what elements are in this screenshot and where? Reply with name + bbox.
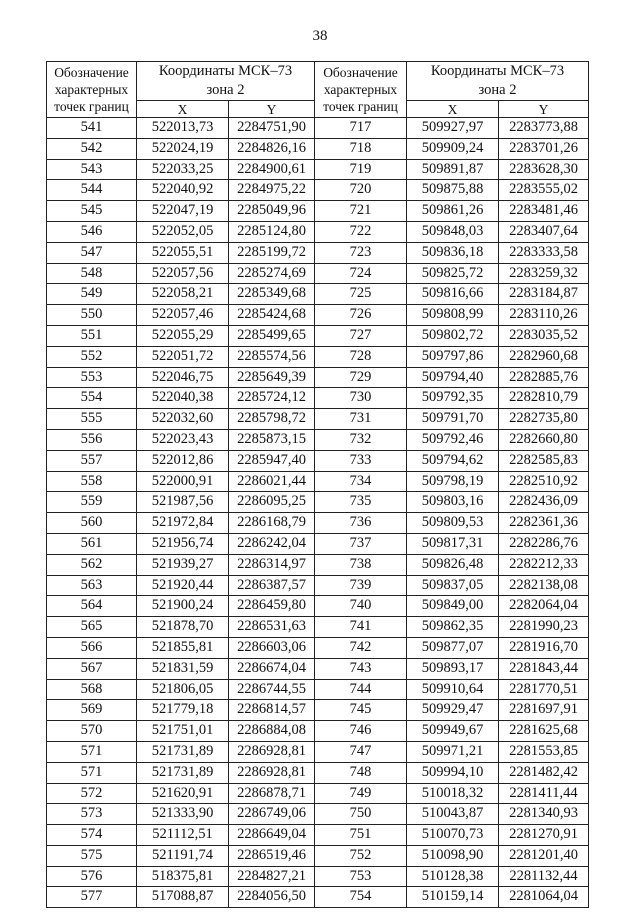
y-value-left: 2284975,22: [229, 180, 315, 201]
x-value-right: 509826,48: [407, 554, 499, 575]
y-value-left: 2285798,72: [229, 409, 315, 430]
y-value-left: 2285649,39: [229, 367, 315, 388]
y-value-right: 2281553,85: [499, 741, 589, 762]
coords-header-line1: Координаты МСК–73: [158, 63, 293, 79]
point-id-right: 743: [315, 658, 407, 679]
y-value-right: 2282735,80: [499, 409, 589, 430]
point-id-right: 752: [315, 845, 407, 866]
y-value-right: 2281411,44: [499, 783, 589, 804]
table-row: [47, 783, 589, 804]
y-value-left: 2286095,25: [229, 492, 315, 513]
table-row: [47, 242, 589, 263]
point-id-left: 563: [47, 575, 137, 596]
y-value-right: 2281625,68: [499, 721, 589, 742]
x-value-right: 509861,26: [407, 201, 499, 222]
table-row: [47, 305, 589, 326]
x-value-left: 522033,25: [137, 159, 229, 180]
y-value-right: 2282138,08: [499, 575, 589, 596]
point-id-right: 737: [315, 533, 407, 554]
point-id-right: 749: [315, 783, 407, 804]
x-header-right: X: [407, 101, 499, 118]
x-value-left: 522058,21: [137, 284, 229, 305]
point-id-left: 558: [47, 471, 137, 492]
table-row: [47, 575, 589, 596]
x-value-right: 509802,72: [407, 325, 499, 346]
x-value-right: 509910,64: [407, 679, 499, 700]
table-row: [47, 596, 589, 617]
point-id-left: 575: [47, 845, 137, 866]
point-id-right: 751: [315, 825, 407, 846]
x-value-right: 510018,32: [407, 783, 499, 804]
point-id-right: 722: [315, 221, 407, 242]
point-id-right: 736: [315, 513, 407, 534]
y-value-right: 2283701,26: [499, 138, 589, 159]
x-value-right: 509817,31: [407, 533, 499, 554]
header-label-line1: Обозначение: [54, 65, 129, 80]
point-id-right: 729: [315, 367, 407, 388]
y-value-right: 2283555,02: [499, 180, 589, 201]
x-value-right: 509949,67: [407, 721, 499, 742]
x-value-left: 522055,29: [137, 325, 229, 346]
point-id-right: 720: [315, 180, 407, 201]
table-row: [47, 762, 589, 783]
point-id-right: 750: [315, 804, 407, 825]
point-id-left: 552: [47, 346, 137, 367]
table-row: [47, 887, 589, 908]
point-id-left: 550: [47, 305, 137, 326]
x-value-left: 522055,51: [137, 242, 229, 263]
x-value-right: 509816,66: [407, 284, 499, 305]
x-value-right: 509803,16: [407, 492, 499, 513]
y-value-left: 2285499,65: [229, 325, 315, 346]
x-value-left: 522024,19: [137, 138, 229, 159]
table-row: [47, 866, 589, 887]
point-id-left: 556: [47, 429, 137, 450]
y-value-left: 2286884,08: [229, 721, 315, 742]
x-value-right: 509808,99: [407, 305, 499, 326]
x-value-left: 522047,19: [137, 201, 229, 222]
y-value-right: 2281843,44: [499, 658, 589, 679]
table-row: [47, 367, 589, 388]
point-id-left: 571: [47, 762, 137, 783]
y-value-left: 2286674,04: [229, 658, 315, 679]
x-value-right: 509849,00: [407, 596, 499, 617]
y-value-left: 2284900,61: [229, 159, 315, 180]
point-id-right: 745: [315, 700, 407, 721]
x-value-left: 521731,89: [137, 762, 229, 783]
y-value-left: 2285274,69: [229, 263, 315, 284]
y-value-left: 2285574,56: [229, 346, 315, 367]
table-header: [47, 62, 589, 118]
y-value-right: 2281697,91: [499, 700, 589, 721]
x-value-right: 509877,07: [407, 637, 499, 658]
x-value-right: 509927,97: [407, 118, 499, 139]
x-value-left: 522023,43: [137, 429, 229, 450]
table-row: [47, 284, 589, 305]
y-value-left: 2286649,04: [229, 825, 315, 846]
coords-header-line2: зона 2: [478, 82, 517, 98]
point-id-left: 567: [47, 658, 137, 679]
table-row: [47, 804, 589, 825]
table-row: [47, 159, 589, 180]
point-id-left: 546: [47, 221, 137, 242]
point-id-right: 721: [315, 201, 407, 222]
point-id-right: 732: [315, 429, 407, 450]
point-id-right: 717: [315, 118, 407, 139]
table-row: [47, 513, 589, 534]
x-value-right: 509809,53: [407, 513, 499, 534]
x-value-left: 521620,91: [137, 783, 229, 804]
point-id-right: 753: [315, 866, 407, 887]
y-value-left: 2285424,68: [229, 305, 315, 326]
y-value-left: 2286928,81: [229, 741, 315, 762]
y-value-right: 2282064,04: [499, 596, 589, 617]
y-value-right: 2283628,30: [499, 159, 589, 180]
point-id-right: 744: [315, 679, 407, 700]
y-value-left: 2286459,80: [229, 596, 315, 617]
y-value-right: 2281270,91: [499, 825, 589, 846]
table-row: [47, 700, 589, 721]
point-id-right: 734: [315, 471, 407, 492]
point-id-left: 572: [47, 783, 137, 804]
point-id-left: 542: [47, 138, 137, 159]
point-id-right: 726: [315, 305, 407, 326]
point-id-left: 554: [47, 388, 137, 409]
x-value-left: 521878,70: [137, 617, 229, 638]
point-id-left: 545: [47, 201, 137, 222]
y-value-left: 2286387,57: [229, 575, 315, 596]
x-value-left: 522012,86: [137, 450, 229, 471]
table-body: [47, 118, 589, 908]
x-value-left: 521972,84: [137, 513, 229, 534]
x-value-left: 521987,56: [137, 492, 229, 513]
point-id-left: 561: [47, 533, 137, 554]
point-label-header-left: [47, 62, 137, 118]
x-value-right: 509891,87: [407, 159, 499, 180]
point-id-right: 727: [315, 325, 407, 346]
y-value-left: 2285349,68: [229, 284, 315, 305]
x-value-right: 509994,10: [407, 762, 499, 783]
point-id-left: 573: [47, 804, 137, 825]
x-header-left: X: [137, 101, 229, 118]
y-value-right: 2281916,70: [499, 637, 589, 658]
y-value-left: 2284751,90: [229, 118, 315, 139]
table-row: [47, 554, 589, 575]
point-id-right: 740: [315, 596, 407, 617]
y-value-left: 2285947,40: [229, 450, 315, 471]
point-label-header-right: [315, 62, 407, 118]
point-id-left: 562: [47, 554, 137, 575]
x-value-right: 509837,05: [407, 575, 499, 596]
coords-header-right: [407, 62, 589, 101]
y-value-right: 2281201,40: [499, 845, 589, 866]
x-value-left: 521939,27: [137, 554, 229, 575]
x-value-left: 522040,38: [137, 388, 229, 409]
x-value-left: 517088,87: [137, 887, 229, 908]
x-value-left: 522046,75: [137, 367, 229, 388]
y-value-left: 2284827,21: [229, 866, 315, 887]
y-value-right: 2283481,46: [499, 201, 589, 222]
table-row: [47, 450, 589, 471]
point-id-left: 577: [47, 887, 137, 908]
point-id-left: 570: [47, 721, 137, 742]
header-label-line3: точек границ: [323, 99, 398, 114]
x-value-right: 509794,40: [407, 367, 499, 388]
x-value-left: 521831,59: [137, 658, 229, 679]
y-value-right: 2283773,88: [499, 118, 589, 139]
x-value-left: 522057,46: [137, 305, 229, 326]
point-id-left: 549: [47, 284, 137, 305]
point-id-right: 728: [315, 346, 407, 367]
y-value-left: 2285049,96: [229, 201, 315, 222]
point-id-left: 548: [47, 263, 137, 284]
point-id-right: 735: [315, 492, 407, 513]
point-id-left: 541: [47, 118, 137, 139]
y-value-left: 2286242,04: [229, 533, 315, 554]
point-id-left: 544: [47, 180, 137, 201]
coords-header-line1: Координаты МСК–73: [430, 63, 565, 79]
x-value-right: 509798,19: [407, 471, 499, 492]
x-value-left: 522040,92: [137, 180, 229, 201]
x-value-left: 521779,18: [137, 700, 229, 721]
point-id-left: 565: [47, 617, 137, 638]
x-value-right: 509792,46: [407, 429, 499, 450]
table-row: [47, 845, 589, 866]
x-value-right: 509862,35: [407, 617, 499, 638]
y-value-right: 2281340,93: [499, 804, 589, 825]
x-value-right: 510159,14: [407, 887, 499, 908]
y-value-left: 2285873,15: [229, 429, 315, 450]
x-value-right: 509792,35: [407, 388, 499, 409]
table-row: [47, 679, 589, 700]
point-id-right: 730: [315, 388, 407, 409]
y-value-right: 2281132,44: [499, 866, 589, 887]
header-label-line1: Обозначение: [323, 65, 398, 80]
page-number: 38: [312, 28, 328, 44]
y-value-left: 2286928,81: [229, 762, 315, 783]
y-value-left: 2285199,72: [229, 242, 315, 263]
x-value-left: 521806,05: [137, 679, 229, 700]
point-id-right: 725: [315, 284, 407, 305]
y-value-left: 2286519,46: [229, 845, 315, 866]
point-id-left: 574: [47, 825, 137, 846]
y-value-left: 2286603,06: [229, 637, 315, 658]
y-value-right: 2282212,33: [499, 554, 589, 575]
point-id-left: 555: [47, 409, 137, 430]
x-value-right: 510128,38: [407, 866, 499, 887]
x-value-left: 521112,51: [137, 825, 229, 846]
table-row: [47, 263, 589, 284]
x-value-right: 509875,88: [407, 180, 499, 201]
x-value-left: 521731,89: [137, 741, 229, 762]
y-value-left: 2285724,12: [229, 388, 315, 409]
y-value-right: 2282286,76: [499, 533, 589, 554]
y-value-left: 2284826,16: [229, 138, 315, 159]
x-value-left: 522000,91: [137, 471, 229, 492]
point-id-left: 569: [47, 700, 137, 721]
y-value-right: 2282885,76: [499, 367, 589, 388]
x-value-left: 522032,60: [137, 409, 229, 430]
header-label-line2: характерных: [323, 82, 398, 97]
x-value-left: 518375,81: [137, 866, 229, 887]
y-value-left: 2286314,97: [229, 554, 315, 575]
point-id-right: 724: [315, 263, 407, 284]
table-row: [47, 617, 589, 638]
point-id-left: 551: [47, 325, 137, 346]
table-row: [47, 325, 589, 346]
x-value-left: 521900,24: [137, 596, 229, 617]
point-id-left: 543: [47, 159, 137, 180]
point-id-right: 738: [315, 554, 407, 575]
point-id-right: 723: [315, 242, 407, 263]
y-value-right: 2282436,09: [499, 492, 589, 513]
y-value-left: 2286814,57: [229, 700, 315, 721]
y-value-right: 2282810,79: [499, 388, 589, 409]
y-value-right: 2282361,36: [499, 513, 589, 534]
y-header-left: Y: [229, 101, 315, 118]
x-value-right: 509836,18: [407, 242, 499, 263]
y-value-right: 2283184,87: [499, 284, 589, 305]
x-value-left: 521855,81: [137, 637, 229, 658]
y-value-left: 2286878,71: [229, 783, 315, 804]
x-value-right: 509893,17: [407, 658, 499, 679]
point-id-right: 719: [315, 159, 407, 180]
point-id-left: 559: [47, 492, 137, 513]
table-row: [47, 201, 589, 222]
y-value-right: 2282510,92: [499, 471, 589, 492]
y-value-right: 2281064,04: [499, 887, 589, 908]
x-value-left: 521956,74: [137, 533, 229, 554]
x-value-left: 522051,72: [137, 346, 229, 367]
y-value-right: 2283035,52: [499, 325, 589, 346]
coordinates-table: [46, 61, 589, 908]
y-value-left: 2286744,55: [229, 679, 315, 700]
table-row: [47, 346, 589, 367]
y-value-left: 2284056,50: [229, 887, 315, 908]
table-row: [47, 429, 589, 450]
point-id-left: 571: [47, 741, 137, 762]
x-value-left: 521920,44: [137, 575, 229, 596]
y-value-right: 2283259,32: [499, 263, 589, 284]
y-header-right: Y: [499, 101, 589, 118]
point-id-right: 733: [315, 450, 407, 471]
y-value-right: 2281770,51: [499, 679, 589, 700]
point-id-left: 557: [47, 450, 137, 471]
y-value-left: 2286531,63: [229, 617, 315, 638]
point-id-left: 564: [47, 596, 137, 617]
table-row: [47, 388, 589, 409]
coords-header-left: [137, 62, 315, 101]
x-value-right: 509848,03: [407, 221, 499, 242]
point-id-left: 547: [47, 242, 137, 263]
table-row: [47, 658, 589, 679]
y-value-left: 2286749,06: [229, 804, 315, 825]
table-row: [47, 492, 589, 513]
x-value-right: 509825,72: [407, 263, 499, 284]
y-value-right: 2283407,64: [499, 221, 589, 242]
x-value-right: 509797,86: [407, 346, 499, 367]
y-value-left: 2286168,79: [229, 513, 315, 534]
table-row: [47, 741, 589, 762]
header-label-line2: характерных: [54, 82, 129, 97]
y-value-right: 2282585,83: [499, 450, 589, 471]
table-row: [47, 533, 589, 554]
x-value-right: 509791,70: [407, 409, 499, 430]
x-value-left: 521751,01: [137, 721, 229, 742]
x-value-right: 509971,21: [407, 741, 499, 762]
x-value-right: 509909,24: [407, 138, 499, 159]
y-value-right: 2281482,42: [499, 762, 589, 783]
table-row: [47, 721, 589, 742]
table-row: [47, 637, 589, 658]
x-value-left: 521191,74: [137, 845, 229, 866]
point-id-right: 741: [315, 617, 407, 638]
x-value-left: 522057,56: [137, 263, 229, 284]
x-value-left: 521333,90: [137, 804, 229, 825]
y-value-right: 2282660,80: [499, 429, 589, 450]
point-id-right: 739: [315, 575, 407, 596]
y-value-right: 2281990,23: [499, 617, 589, 638]
point-id-right: 754: [315, 887, 407, 908]
x-value-right: 510043,87: [407, 804, 499, 825]
table-row: [47, 825, 589, 846]
x-value-left: 522052,05: [137, 221, 229, 242]
table-row: [47, 180, 589, 201]
y-value-right: 2282960,68: [499, 346, 589, 367]
point-id-right: 718: [315, 138, 407, 159]
point-id-left: 566: [47, 637, 137, 658]
point-id-left: 560: [47, 513, 137, 534]
point-id-right: 748: [315, 762, 407, 783]
point-id-right: 747: [315, 741, 407, 762]
coords-header-line2: зона 2: [206, 82, 245, 98]
x-value-right: 510098,90: [407, 845, 499, 866]
point-id-left: 568: [47, 679, 137, 700]
table-row: [47, 118, 589, 139]
y-value-left: 2286021,44: [229, 471, 315, 492]
y-value-right: 2283333,58: [499, 242, 589, 263]
point-id-left: 576: [47, 866, 137, 887]
table-row: [47, 221, 589, 242]
point-id-right: 731: [315, 409, 407, 430]
header-label-line3: точек границ: [54, 99, 129, 114]
x-value-right: 510070,73: [407, 825, 499, 846]
x-value-right: 509794,62: [407, 450, 499, 471]
table-row: [47, 409, 589, 430]
y-value-right: 2283110,26: [499, 305, 589, 326]
y-value-left: 2285124,80: [229, 221, 315, 242]
x-value-right: 509929,47: [407, 700, 499, 721]
table-row: [47, 471, 589, 492]
point-id-left: 553: [47, 367, 137, 388]
point-id-right: 746: [315, 721, 407, 742]
table-row: [47, 138, 589, 159]
point-id-right: 742: [315, 637, 407, 658]
x-value-left: 522013,73: [137, 118, 229, 139]
